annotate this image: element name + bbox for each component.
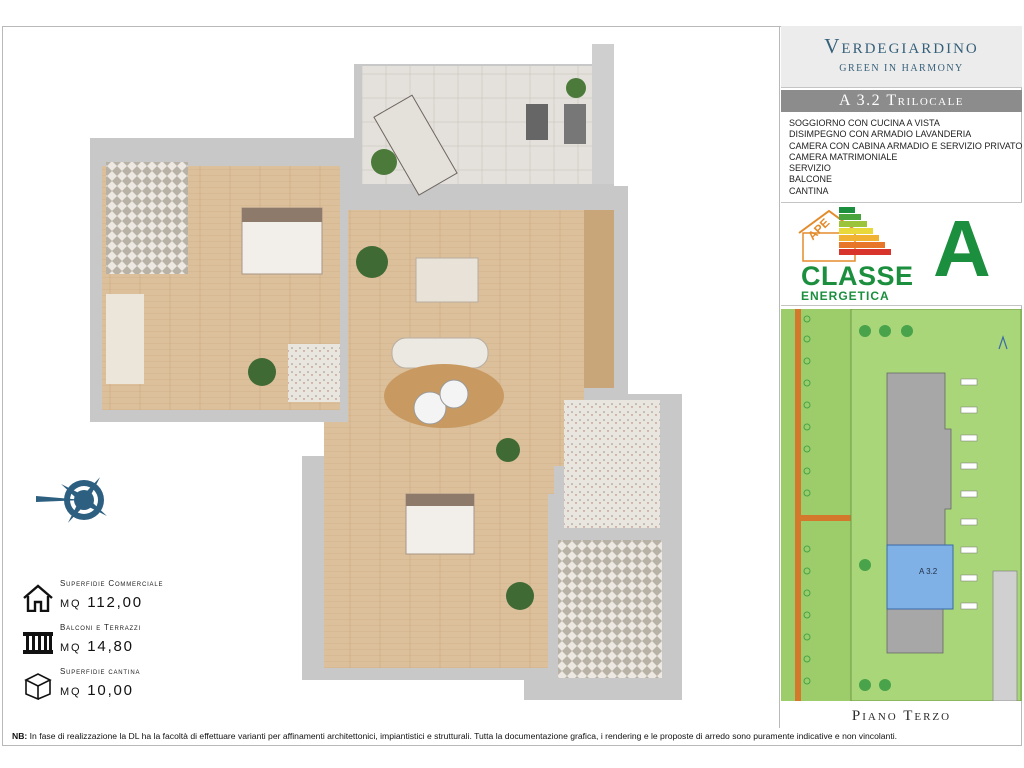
unit-a32-highlight xyxy=(887,545,953,609)
features-list xyxy=(789,118,1023,197)
cellar-area-title: Superfidie cantina xyxy=(60,667,141,676)
brand-name: Verdegiardino xyxy=(824,34,979,58)
feature-item: SOGGIORNO CON CUCINA A VISTA xyxy=(789,118,940,128)
legend-balconies xyxy=(22,622,222,662)
energy-classe-label: CLASSE xyxy=(801,261,914,291)
commercial-area-title: Superfidie Commerciale xyxy=(60,579,164,588)
legend-cellar xyxy=(22,666,222,706)
feature-item: SERVIZIO xyxy=(789,163,831,174)
unit-title: A 3.2 Trilocale xyxy=(781,90,1022,112)
feature-item: DISIMPEGNO CON ARMADIO LAVANDERIA xyxy=(789,129,972,140)
feature-item: CAMERA MATRIMONIALE xyxy=(789,151,898,162)
balustrade-icon xyxy=(22,628,54,656)
brand-tagline: GREEN IN HARMONY xyxy=(839,63,964,74)
balconies-value: mq 14,80 xyxy=(60,638,134,655)
energy-class-box xyxy=(781,202,1022,306)
site-plan-drawing xyxy=(781,309,1022,701)
legend-commercial-area xyxy=(22,578,222,618)
compass-rose-icon xyxy=(36,475,109,525)
info-panel xyxy=(781,26,1022,728)
energy-grade: A xyxy=(933,204,991,293)
brand-header xyxy=(781,26,1022,88)
energy-energetica-label: ENERGETICA xyxy=(801,289,890,303)
ape-label: APE xyxy=(805,215,833,243)
note-prefix: NB: xyxy=(12,731,28,741)
note-text: In fase di realizzazione la DL ha la facoltà di effettuare varianti per affinamenti architettonici, impiantistici e strutturali. Tutta la documentazione grafica, i rendering e le proposte di arredo sono puramente indicative e non vincolanti. xyxy=(29,731,898,741)
feature-item: BALCONE xyxy=(789,174,833,185)
ensuite-bathroom xyxy=(106,162,188,274)
site-plan xyxy=(781,309,1022,701)
cellar-area-value: mq 10,00 xyxy=(60,682,134,699)
floor-label: Piano Terzo xyxy=(851,708,952,724)
unit-a32-label: A 3.2 xyxy=(919,567,938,576)
balconies-title: Balconi e Terrazzi xyxy=(60,623,141,632)
bathroom xyxy=(558,540,662,678)
box-icon xyxy=(22,672,54,700)
commercial-area-value: mq 112,00 xyxy=(60,594,143,611)
house-icon xyxy=(22,584,54,612)
feature-item: CAMERA CON CABINA ARMADIO E SERVIZIO PRIVATO xyxy=(789,140,1023,151)
disclaimer-note xyxy=(12,731,1012,741)
feature-item: CANTINA xyxy=(789,185,829,196)
